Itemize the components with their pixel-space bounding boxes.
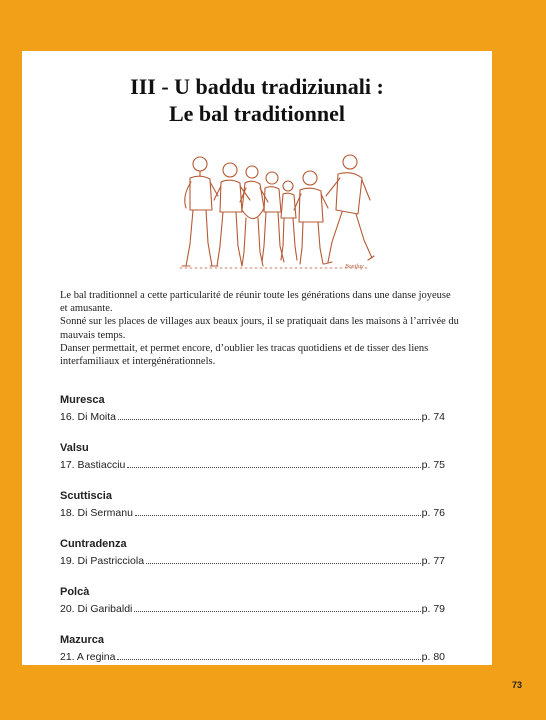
toc-section-title: Mazurca (60, 634, 105, 646)
dancer-figure (324, 155, 374, 264)
toc-entry-page: p. 80 (421, 651, 445, 663)
toc-entry[interactable] (60, 650, 445, 665)
toc-entry-page: p. 75 (421, 459, 445, 471)
toc-section-title: Valsu (60, 442, 89, 454)
toc-section-title: Scuttiscia (60, 490, 112, 502)
artist-signature: Bonifay (345, 264, 364, 270)
toc-entry-title: 17. Bastiacciu (60, 459, 126, 471)
toc-entry-page: p. 79 (421, 603, 445, 615)
dot-leader (127, 466, 420, 468)
toc-entry-title: 20. Di Garibaldi (60, 603, 133, 615)
toc-entry[interactable] (60, 458, 445, 473)
dot-leader (117, 658, 420, 660)
intro-paragraph: Le bal traditionnel a cette particularité de réunir toute les générations dans une danse joyeuse et amusante. (60, 290, 451, 315)
toc-section-title: Polcà (60, 586, 90, 598)
toc-section (60, 633, 445, 681)
dancers-sketch (160, 148, 375, 272)
chapter-title-line-1: III - U baddu tradiziunali : (130, 74, 384, 99)
toc-section (60, 441, 445, 489)
toc-entry-page: p. 77 (421, 555, 445, 567)
toc-section (60, 537, 445, 585)
toc-section-title: Muresca (60, 394, 105, 406)
table-of-contents (60, 393, 445, 681)
toc-entry[interactable] (60, 410, 445, 425)
toc-section (60, 393, 445, 441)
toc-entry-title: 19. Di Pastricciola (60, 555, 145, 567)
toc-entry-page: p. 74 (421, 411, 445, 423)
toc-section (60, 585, 445, 633)
toc-entry[interactable] (60, 506, 445, 521)
dancer-figure (182, 157, 218, 266)
page-number: 73 (512, 680, 523, 690)
dot-leader (134, 610, 420, 612)
chapter-title (22, 73, 492, 127)
toc-entry[interactable] (60, 554, 445, 569)
intro-paragraph: Sonné sur les places de villages aux beaux jours, il se pratiquait dans les maisons à l’arrivée du mauvais temps. (60, 316, 459, 341)
chapter-title-line-2: Le bal traditionnel (168, 101, 345, 126)
toc-section-title: Cuntradenza (60, 538, 127, 550)
intro-text (60, 289, 460, 368)
toc-section (60, 489, 445, 537)
page-sheet (22, 51, 492, 665)
toc-entry[interactable] (60, 602, 445, 617)
dot-leader (118, 418, 421, 420)
toc-entry-page: p. 76 (421, 507, 445, 519)
dot-leader (135, 514, 421, 516)
toc-entry-title: 21. A regina (60, 651, 116, 663)
dot-leader (146, 562, 421, 564)
toc-entry-title: 16. Di Moita (60, 411, 117, 423)
toc-entry-title: 18. Di Sermanu (60, 507, 133, 519)
dancer-figure (281, 181, 297, 260)
dancer-figure (294, 171, 328, 264)
intro-paragraph: Danser permettait, et permet encore, d’oublier les tracas quotidiens et de tisser des liens interfamiliaux et intergénérationnels. (60, 342, 429, 368)
